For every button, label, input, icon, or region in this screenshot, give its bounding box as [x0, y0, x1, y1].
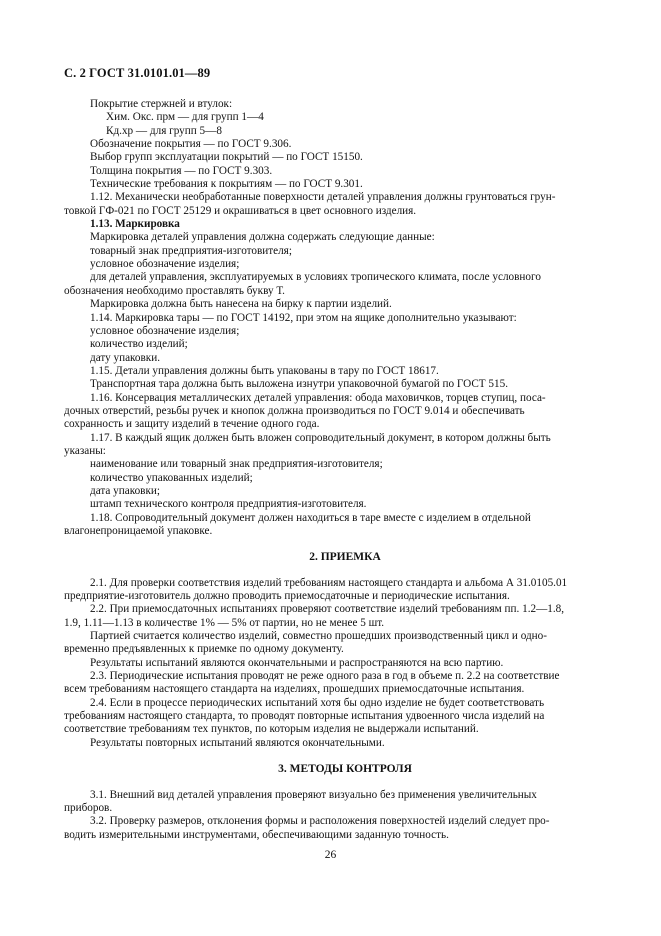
- text-line: условное обозначение изделия;: [90, 324, 240, 337]
- text-line: 1.18. Сопроводительный документ должен находиться в таре вместе с изделием в отдельной: [90, 511, 531, 524]
- text-line: сохранность и защиту изделий в течение одного года.: [64, 418, 320, 431]
- page-header: С. 2 ГОСТ 31.0101.01—89: [64, 66, 211, 80]
- text-line: 1.14. Маркировка тары — по ГОСТ 14192, при этом на ящике дополнительно указывают:: [90, 311, 517, 324]
- text-line: 2.2. При приемосдаточных испытаниях проверяют соответствие изделий требованиям пп. 1.2—1.8,: [90, 603, 565, 616]
- text-line: дата упаковки;: [90, 484, 160, 497]
- text-line: дату упаковки.: [90, 351, 161, 364]
- text-line: 1.17. В каждый ящик должен быть вложен сопроводительный документ, в котором должны быть: [90, 431, 551, 444]
- text-line: Маркировка должна быть нанесена на бирку к партии изделий.: [90, 298, 392, 311]
- text-line: наименование или товарный знак предприятия-изготовителя;: [90, 458, 383, 471]
- text-line: 2.4. Если в процессе периодических испытаний хотя бы одно изделие не будет соответствовать: [90, 696, 545, 709]
- text-line: 1.9, 1.11—1.13 в количестве 1% — 5% от партии, но не менее 5 шт.: [64, 616, 385, 629]
- text-line: Толщина покрытия — по ГОСТ 9.303.: [90, 164, 273, 177]
- page-number: 26: [324, 849, 337, 861]
- text-line: 2.3. Периодические испытания проводят не реже одного раза в год в объеме п. 2.2 на соответствие: [90, 670, 560, 683]
- section-title: 3. МЕТОДЫ КОНТРОЛЯ: [278, 763, 412, 776]
- text-line: водить измерительными инструментами, обеспечивающими заданную точность.: [64, 828, 449, 841]
- text-line: требованиям настоящего стандарта, то проводят повторные испытания удвоенного числа изделий на: [64, 710, 545, 723]
- text-line: Технические требования к покрытиям — по ГОСТ 9.301.: [90, 178, 363, 191]
- text-line: 1.12. Механически необработанные поверхности деталей управления должны грунтоваться грун-: [90, 191, 556, 204]
- text-line: штамп технического контроля предприятия-изготовителя.: [90, 498, 367, 511]
- text-line: 1.15. Детали управления должны быть упакованы в тару по ГОСТ 18617.: [90, 364, 439, 377]
- subsection-heading: 1.13. Маркировка: [90, 218, 180, 231]
- text-line: количество изделий;: [90, 338, 188, 351]
- text-line: Покрытие стержней и втулок:: [90, 98, 233, 110]
- text-line: 3.1. Внешний вид деталей управления проверяют визуально без применения увеличительных: [90, 788, 537, 801]
- text-line: Маркировка деталей управления должна содержать следующие данные:: [90, 231, 435, 244]
- text-line: 1.16. Консервация металлических деталей управления: обода маховичков, торцев ступиц, поса-: [90, 391, 546, 404]
- text-line: всем требованиям настоящего стандарта на изделиях, прошедших приемосдаточные испытания.: [64, 683, 525, 696]
- text-line: Хим. Окс. прм — для групп 1—4: [106, 111, 264, 124]
- section-title: 2. ПРИЕМКА: [309, 551, 381, 564]
- text-line: товарный знак предприятия-изготовителя;: [90, 244, 292, 257]
- text-line: условное обозначение изделия;: [90, 258, 240, 271]
- text-line: обозначения необходимо проставлять букву Т.: [64, 284, 285, 297]
- text-line: Выбор групп эксплуатации покрытий — по ГОСТ 15150.: [90, 151, 363, 164]
- text-line: Результаты испытаний являются окончательными и распространяются на всю партию.: [90, 656, 504, 669]
- page-content: [64, 98, 600, 842]
- text-line: Партией считается количество изделий, совместно прошедших производственный цикл и одно-: [90, 630, 547, 643]
- text-line: дочных отверстий, резьбы ручек и кнопок должна производиться по ГОСТ 9.014 и обеспечивать: [64, 404, 525, 417]
- text-line: для деталей управления, эксплуатируемых в условиях тропического климата, после условного: [90, 271, 541, 284]
- text-line: 2.1. Для проверки соответствия изделий требованиям настоящего стандарта и альбома А 31.0105.01: [90, 576, 568, 589]
- text-line: Транспортная тара должна быть выложена изнутри упаковочной бумагой по ГОСТ 515.: [90, 378, 508, 391]
- text-line: количество упакованных изделий;: [90, 471, 253, 484]
- text-line: указаны:: [64, 444, 106, 457]
- text-line: влагонепроницаемой упаковке.: [64, 525, 213, 537]
- text-line: 3.2. Проверку размеров, отклонения формы и расположения поверхностей изделий следует про-: [90, 815, 550, 828]
- text-line: соответствие требованиям тех пунктов, по которым изделия не выдержали испытаний.: [64, 723, 479, 736]
- text-line: товкой ГФ-021 по ГОСТ 25129 и окрашиваться в цвет основного изделия.: [64, 204, 417, 217]
- text-line: Результаты повторных испытаний являются окончательными.: [90, 736, 385, 749]
- text-line: Кд.хр — для групп 5—8: [106, 124, 222, 137]
- text-line: временно предъявленных к приемке по одному документу.: [64, 643, 344, 656]
- text-line: приборов.: [64, 801, 113, 814]
- text-line: предприятие-изготовитель должно проводить приемосдаточные и периодические испытания.: [64, 590, 510, 603]
- text-line: Обозначение покрытия — по ГОСТ 9.306.: [90, 138, 292, 151]
